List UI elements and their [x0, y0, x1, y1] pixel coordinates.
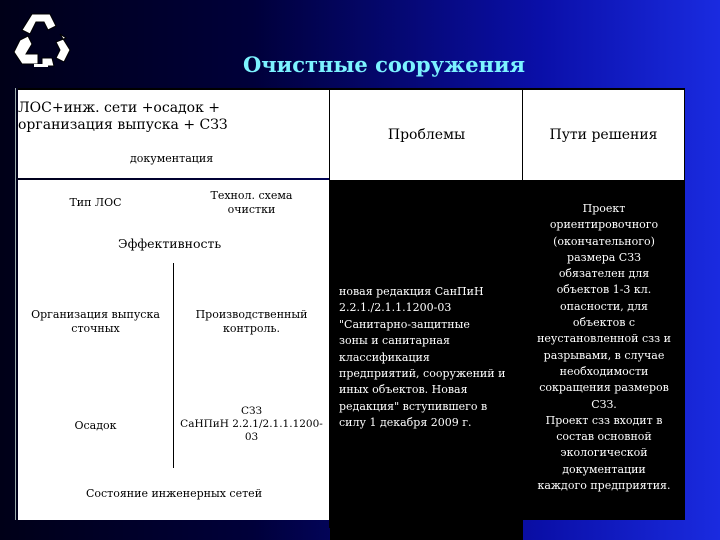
problems-line: иных объектов. Новая [339, 383, 468, 397]
solutions-line: состав основной [556, 430, 652, 444]
solutions-line: разрывами, в случае [543, 348, 665, 362]
production-control-cell [173, 263, 330, 381]
szz-line2: СаНПиН 2.2.1/2.1.1.1200- [180, 417, 323, 430]
grid-line [15, 88, 16, 520]
solutions-line: необходимости [559, 364, 649, 378]
discharge-line2: сточных [71, 322, 120, 335]
problems-line: 2.2.1./2.1.1.1200-03 [339, 301, 452, 315]
sludge-label: Осадок [74, 419, 117, 432]
solutions-header-label: Пути решения [549, 127, 658, 143]
szz-cell [173, 381, 330, 468]
production-control-line1: Производственный [195, 308, 308, 322]
networks-cell [18, 468, 330, 520]
documentation-cell [18, 140, 330, 178]
type-los-label: Тип ЛОС [69, 195, 122, 209]
problems-header [330, 88, 523, 180]
problems-line: редакция" вступившего в [339, 399, 488, 413]
solutions-line: размера СЗЗ [567, 250, 641, 264]
problems-line: зоны и санитарная [339, 334, 450, 348]
solutions-line: опасности, для [560, 299, 648, 313]
tech-scheme-line2: очистки [227, 202, 276, 216]
szz-line3: 03 [244, 431, 259, 444]
problems-line: "Санитарно-защитные [339, 317, 470, 331]
grid-line [173, 263, 174, 468]
slide-title: Очистные сооружения [242, 52, 526, 77]
solutions-line: каждого предприятия. [537, 479, 671, 493]
solutions-line: неустановленной сзз и [537, 332, 671, 346]
header-scope-line1: ЛОС+инж. сети +осадок + [18, 100, 221, 117]
solutions-line: экологической [560, 446, 648, 460]
header-scope-cell [18, 88, 330, 140]
problems-text [339, 284, 523, 432]
solutions-line: объектов с [572, 316, 636, 330]
grid-line [329, 88, 330, 528]
sludge-cell [18, 381, 173, 468]
networks-label: Состояние инженерных сетей [85, 487, 263, 501]
problems-line: классификация [339, 350, 430, 364]
problems-line: силу 1 декабря 2009 г. [339, 416, 472, 430]
solutions-line: обязателен для [558, 267, 650, 281]
problems-header-label: Проблемы [387, 127, 466, 143]
discharge-cell [18, 263, 173, 381]
solutions-text [526, 201, 682, 494]
efficiency-cell [18, 225, 330, 263]
solutions-line: Проект [582, 202, 626, 215]
tech-scheme-cell [173, 180, 330, 225]
production-control-line2: контроль. [222, 322, 281, 335]
tech-scheme-line1: Технол. схема [210, 188, 293, 202]
solutions-line: (окончательного) [553, 234, 655, 248]
solutions-line: СЗЗ. [591, 397, 617, 411]
problems-line: новая редакция СанПиН [339, 285, 484, 298]
efficiency-label: Эффективность [118, 236, 222, 252]
solutions-line: сокращения размеров [539, 381, 669, 395]
solutions-line: ориентировочного [549, 218, 659, 232]
documentation-label: документация [130, 152, 214, 166]
discharge-line1: Организация выпуска [31, 308, 160, 322]
grid-line [522, 88, 523, 540]
solutions-line: Проект сзз входит в [545, 413, 663, 427]
grid-line [684, 88, 685, 520]
header-scope-line2: организация выпуска + СЗЗ [18, 117, 228, 133]
problems-line: предприятий, сооружений и [339, 367, 506, 381]
type-los-cell [18, 180, 173, 225]
szz-line1: СЗЗ [240, 404, 263, 417]
solutions-line: документации [562, 462, 646, 476]
solutions-header [523, 88, 684, 180]
solutions-line: объектов 1-3 кл. [556, 283, 652, 297]
